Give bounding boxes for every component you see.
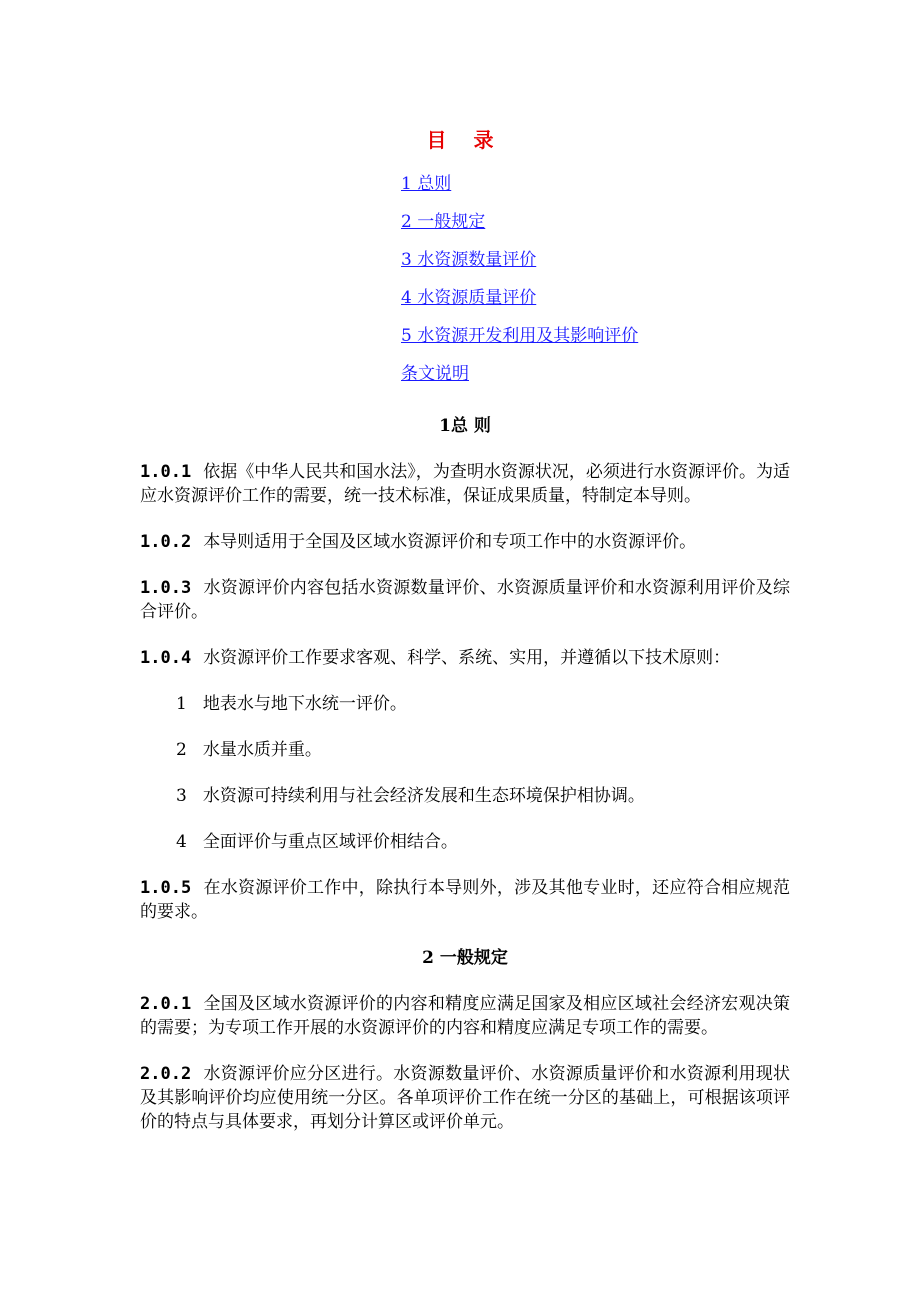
- item-number: 3: [176, 786, 187, 806]
- item-number: 1: [176, 694, 187, 714]
- toc-item: [401, 248, 638, 286]
- principle-item: [176, 830, 790, 854]
- document-body: [140, 414, 790, 1156]
- toc-link-general-principles[interactable]: 1 总则: [401, 174, 452, 194]
- clause-text: 全国及区域水资源评价的内容和精度应满足国家及相应区域社会经济宏观决策的需要；为专项工作开展的水资源评价的内容和精度应满足专项工作的需要。: [140, 994, 790, 1038]
- item-text: 地表水与地下水统一评价。: [202, 694, 407, 714]
- clause-1-0-3: [140, 576, 790, 624]
- principle-item: [176, 692, 790, 716]
- clause-text: 水资源评价工作要求客观、科学、系统、实用，并遵循以下技术原则：: [203, 648, 731, 668]
- clause-text: 水资源评价应分区进行。水资源数量评价、水资源质量评价和水资源利用现状及其影响评价均应使用统一分区。各单项评价工作在统一分区的基础上，可根据该项评价的特点与具体要求，再划分计算区或评价单元。: [140, 1064, 790, 1132]
- principle-item: [176, 738, 790, 762]
- section-2-heading: 2 一般规定: [422, 948, 508, 968]
- item-text: 水量水质并重。: [202, 740, 322, 760]
- toc-link-quantity-evaluation[interactable]: 3 水资源数量评价: [401, 250, 537, 270]
- toc-link-development-evaluation[interactable]: 5 水资源开发利用及其影响评价: [401, 326, 639, 346]
- toc-title: 目 录: [426, 128, 504, 152]
- item-number: 4: [176, 832, 187, 852]
- clause-1-0-1: [140, 460, 790, 508]
- clause-number: 1.0.5: [140, 878, 192, 898]
- clause-number: 1.0.1: [140, 462, 192, 482]
- clause-text: 本导则适用于全国及区域水资源评价和专项工作中的水资源评价。: [203, 532, 697, 552]
- toc-link-explanation[interactable]: 条文说明: [401, 364, 469, 384]
- toc-link-general-provisions[interactable]: 2 一般规定: [401, 212, 486, 232]
- clause-number: 1.0.4: [140, 648, 192, 668]
- principle-item: [176, 784, 790, 808]
- clause-2-0-1: [140, 992, 790, 1040]
- section-1-heading: 1总 则: [439, 416, 491, 436]
- clause-1-0-5: [140, 876, 790, 924]
- toc-link-quality-evaluation[interactable]: 4 水资源质量评价: [401, 288, 537, 308]
- toc-item: [401, 210, 638, 248]
- clause-number: 2.0.1: [140, 994, 192, 1014]
- clause-2-0-2: [140, 1062, 790, 1134]
- clause-number: 2.0.2: [140, 1064, 192, 1084]
- toc-item: [401, 362, 638, 400]
- toc-item: [401, 172, 638, 210]
- item-text: 水资源可持续利用与社会经济发展和生态环境保护相协调。: [202, 786, 645, 806]
- clause-text: 在水资源评价工作中，除执行本导则外，涉及其他专业时，还应符合相应规范的要求。: [140, 878, 790, 922]
- item-number: 2: [176, 740, 187, 760]
- toc-item: [401, 286, 638, 324]
- clause-text: 依据《中华人民共和国水法》，为查明水资源状况，必须进行水资源评价。为适应水资源评价工作的需要，统一技术标准，保证成果质量，特制定本导则。: [140, 462, 790, 506]
- clause-text: 水资源评价内容包括水资源数量评价、水资源质量评价和水资源利用评价及综合评价。: [140, 578, 790, 622]
- item-text: 全面评价与重点区域评价相结合。: [202, 832, 458, 852]
- clause-1-0-4: [140, 646, 790, 670]
- toc-item: [401, 324, 638, 362]
- clause-1-0-2: [140, 530, 790, 554]
- clause-number: 1.0.2: [140, 532, 192, 552]
- table-of-contents: [401, 172, 638, 400]
- clause-number: 1.0.3: [140, 578, 192, 598]
